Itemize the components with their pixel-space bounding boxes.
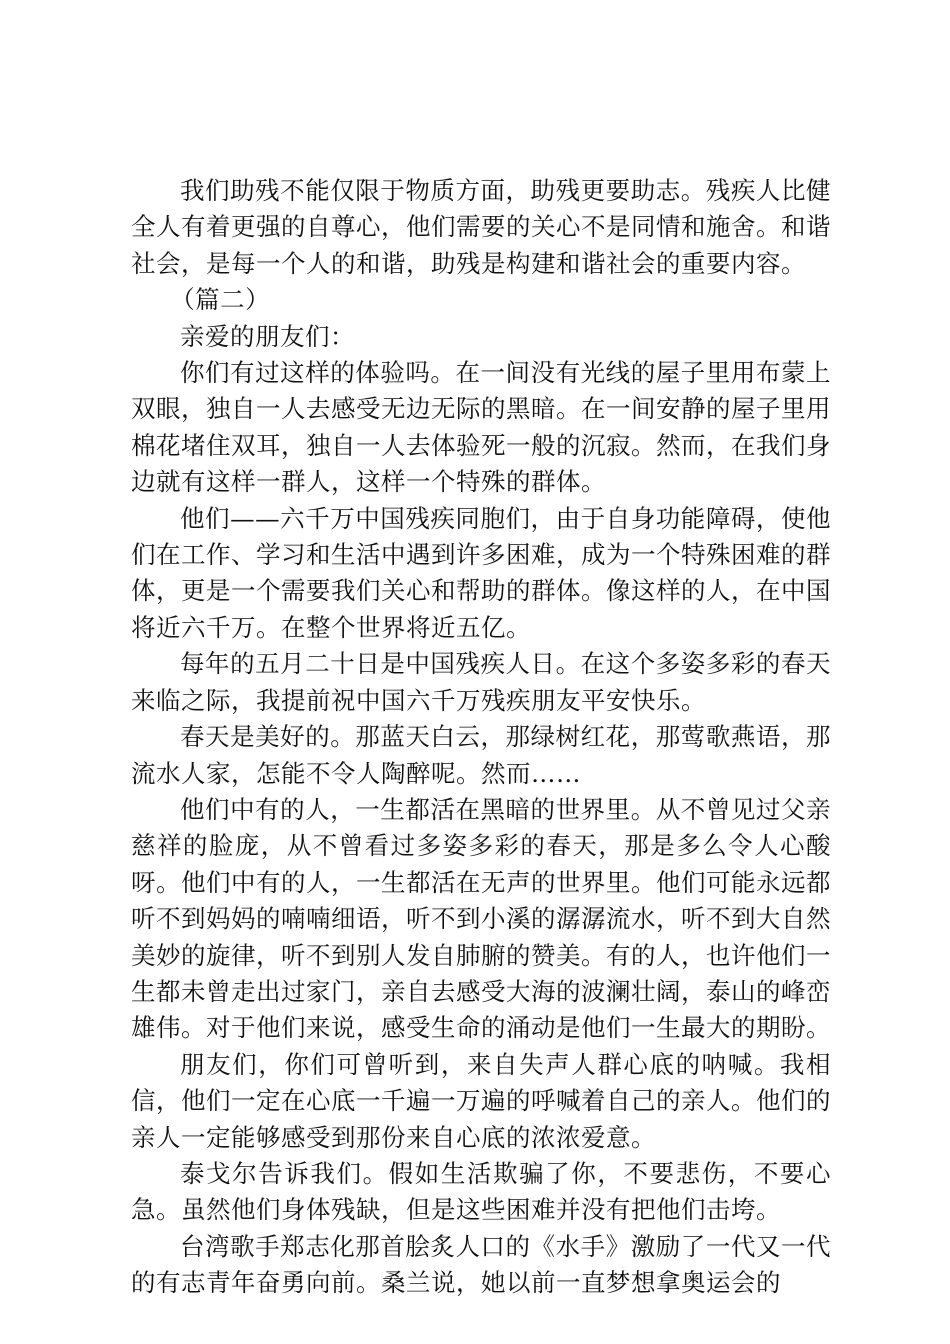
paragraph-2: 你们有过这样的体验吗。在一间没有光线的屋子里用布蒙上双眼，独自一人去感受无边无际的黑暗。在一间安静的屋子里用棉花堵住双耳，独自一人去体验死一般的沉寂。然而，在我们身边就有这样一群人，这样一个特殊的群体。 [131,358,831,497]
document-page [131,173,831,1302]
section-heading: （篇二） [170,285,271,315]
paragraph-3: 他们——六千万中国残疾同胞们，由于自身功能障碍，使他们在工作、学习和生活中遇到许多困难，成为一个特殊困难的群体，更是一个需要我们关心和帮助的群体。像这样的人，在中国将近六千万。在整个世界将近五亿。 [131,503,831,642]
paragraph-5: 春天是美好的。那蓝天白云，那绿树红花，那莺歌燕语，那流水人家，怎能不令人陶醉呢。然而…… [131,722,831,788]
paragraph-1: 我们助残不能仅限于物质方面，助残更要助志。残疾人比健全人有着更强的自尊心，他们需要的关心不是同情和施舍。和谐社会，是每一个人的和谐，助残是构建和谐社会的重要内容。 [131,176,831,278]
salutation: 亲爱的朋友们： [180,321,355,351]
paragraph-9: 台湾歌手郑志化那首脍炙人口的《水手》激励了一代又一代的有志青年奋勇向前。桑兰说，她以前一直梦想拿奥运会的 [131,1231,831,1298]
paragraph-8: 泰戈尔告诉我们。假如生活欺骗了你，不要悲伤，不要心急。虽然他们身体残缺，但是这些困难并没有把他们击垮。 [131,1158,831,1225]
paragraph-6: 他们中有的人，一生都活在黑暗的世界里。从不曾见过父亲慈祥的脸庞，从不曾看过多姿多彩的春天，那是多么令人心酸呀。他们中有的人，一生都活在无声的世界里。他们可能永远都听不到妈妈的喃喃细语，听不到小溪的潺潺流水，听不到大自然美妙的旋律，听不到别人发自肺腑的赞美。有的人，也许他们一生都未曾走出过家门，亲自去感受大海的波澜壮阔，泰山的峰峦雄伟。对于他们来说，感受生命的涌动是他们一生最大的期盼。 [131,794,831,1043]
paragraph-7: 朋友们，你们可曾听到，来自失声人群心底的呐喊。我相信，他们一定在心底一千遍一万遍的呼喊着自己的亲人。他们的亲人一定能够感受到那份来自心底的浓浓爱意。 [131,1049,831,1152]
paragraph-4: 每年的五月二十日是中国残疾人日。在这个多姿多彩的春天来临之际，我提前祝中国六千万残疾朋友平安快乐。 [131,649,831,715]
